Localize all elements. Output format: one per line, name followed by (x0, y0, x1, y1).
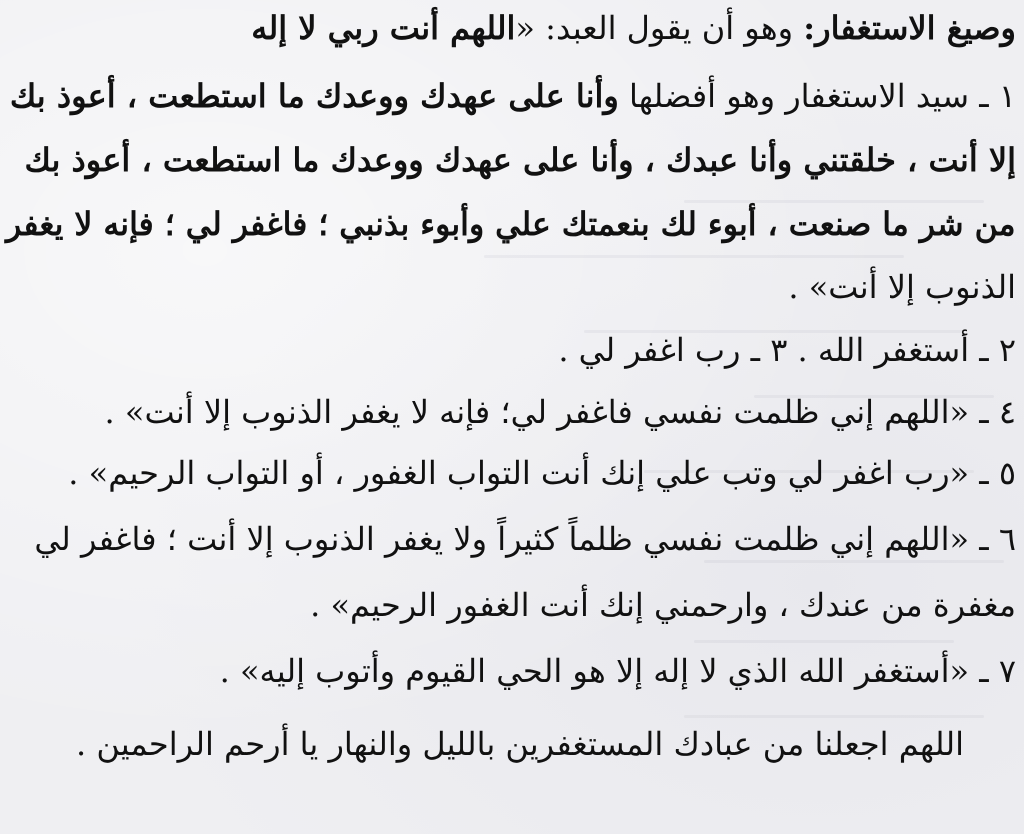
text-line-5 (788, 265, 1016, 309)
line-1-text: وهو أن يقول العبد: « (515, 9, 804, 47)
line-12-text: اللهم اجعلنا من عبادك المستغفرين بالليل والنهار يا أرحم الراحمين . (76, 725, 964, 763)
line-2-text: ١ ـ سيد الاستغفار وهو أفضلها (618, 77, 1016, 115)
line-3-text: إلا أنت ، خلقتني وأنا عبدك ، وأنا على عهدك ووعدك ما استطعت ، أعوذ بك (24, 141, 1016, 179)
line-10-text: مغفرة من عندك ، وارحمني إنك أنت الغفور الرحيم» . (310, 586, 1016, 624)
text-line-7 (105, 390, 1016, 434)
line-6-text: ٢ ـ أستغفر الله . ٣ ـ رب اغفر لي . (558, 331, 1016, 369)
text-line-12 (76, 722, 964, 766)
text-line-3 (25, 138, 1016, 182)
text-line-11 (220, 649, 1016, 693)
text-line-6 (558, 328, 1016, 372)
text-line-4 (6, 202, 1016, 246)
line-9-text: ٦ ـ «اللهم إني ظلمت نفسي ظلماً كثيراً ولا يغفر الذنوب إلا أنت ؛ فاغفر لي (34, 520, 1016, 558)
text-line-9 (34, 517, 1016, 561)
line-4-text: من شر ما صنعت ، أبوء لك بنعمتك علي وأبوء بذنبي ؛ فاغفر لي ؛ فإنه لا يغفر (6, 205, 1016, 243)
line-11-text: ٧ ـ «أستغفر الله الذي لا إله إلا هو الحي القيوم وأتوب إليه» . (219, 652, 1016, 690)
line-1-bold-text: اللهم أنت ربي لا إله (251, 9, 516, 47)
text-line-10 (310, 583, 1016, 627)
line-5-text: الذنوب إلا أنت» . (788, 268, 1016, 306)
text-line-1 (251, 6, 1016, 50)
line-7-text: ٤ ـ «اللهم إني ظلمت نفسي فاغفر لي؛ فإنه لا يغفر الذنوب إلا أنت» . (104, 393, 1016, 431)
line-2-bold-text: وأنا على عهدك ووعدك ما استطعت ، أعوذ بك (9, 77, 619, 115)
text-line-2 (10, 74, 1016, 118)
line-8-text: ٥ ـ «رب اغفر لي وتب علي إنك أنت التواب الغفور ، أو التواب الرحيم» . (68, 454, 1016, 492)
section-heading: وصيغ الاستغفار: (803, 9, 1016, 47)
text-line-8 (68, 451, 1016, 495)
